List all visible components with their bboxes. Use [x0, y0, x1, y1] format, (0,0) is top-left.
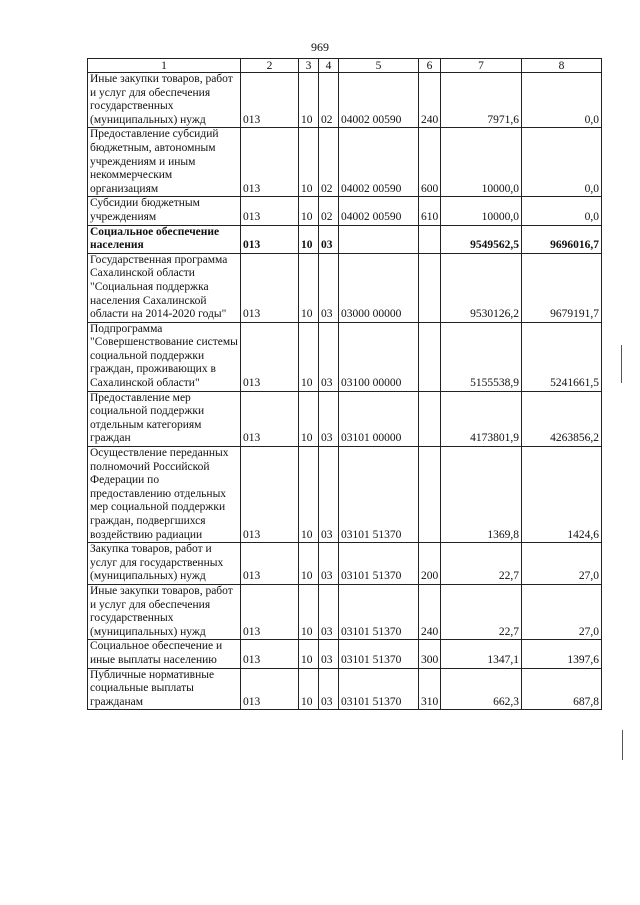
- cell-section: 10: [299, 128, 319, 197]
- cell-target: 03101 51370: [339, 543, 419, 585]
- cell-subsection: 02: [319, 73, 339, 128]
- cell-year1: 10000,0: [441, 197, 522, 225]
- cell-year1: 10000,0: [441, 128, 522, 197]
- cell-name: Субсидии бюджетным учреждениям: [88, 197, 241, 225]
- cell-name: Предоставление мер социальной поддержки отдельным категориям граждан: [88, 391, 241, 446]
- cell-subsection: 02: [319, 128, 339, 197]
- cell-year2: 1397,6: [522, 640, 602, 668]
- column-header: 5: [339, 59, 419, 73]
- cell-subsection: 03: [319, 543, 339, 585]
- cell-subsection: 03: [319, 668, 339, 710]
- cell-type: [419, 225, 441, 253]
- cell-year2: 5241661,5: [522, 322, 602, 391]
- table-row: [88, 668, 602, 710]
- column-header: 4: [319, 59, 339, 73]
- column-header-row: [88, 59, 602, 73]
- page-number: 969: [311, 40, 329, 54]
- cell-section: 10: [299, 640, 319, 668]
- cell-name: Осуществление переданных полномочий Российской Федерации по предоставлению отдельных мер социальной поддержки граждан, подвергшихся воздействию радиации: [88, 447, 241, 543]
- budget-table: [87, 58, 602, 710]
- cell-section: 10: [299, 253, 319, 322]
- column-header: 1: [88, 59, 241, 73]
- cell-target: 03100 00000: [339, 322, 419, 391]
- cell-name: Иные закупки товаров, работ и услуг для обеспечения государственных (муниципальных) нужд: [88, 73, 241, 128]
- cell-section: 10: [299, 73, 319, 128]
- cell-target: 03101 51370: [339, 447, 419, 543]
- cell-type: 240: [419, 584, 441, 639]
- table-row: [88, 128, 602, 197]
- cell-ministry: 013: [241, 322, 299, 391]
- cell-ministry: 013: [241, 391, 299, 446]
- cell-target: 04002 00590: [339, 128, 419, 197]
- cell-name: Публичные нормативные социальные выплаты гражданам: [88, 668, 241, 710]
- scan-mark: [621, 345, 622, 383]
- cell-type: 200: [419, 543, 441, 585]
- cell-year2: 27,0: [522, 543, 602, 585]
- cell-type: 240: [419, 73, 441, 128]
- cell-type: [419, 253, 441, 322]
- cell-type: [419, 447, 441, 543]
- cell-section: 10: [299, 391, 319, 446]
- cell-name: Предоставление субсидий бюджетным, автономным учреждениям и иным некоммерческим организациям: [88, 128, 241, 197]
- table-row: [88, 543, 602, 585]
- cell-name: Иные закупки товаров, работ и услуг для обеспечения государственных (муниципальных) нужд: [88, 584, 241, 639]
- cell-subsection: 03: [319, 225, 339, 253]
- column-header: 3: [299, 59, 319, 73]
- cell-ministry: 013: [241, 73, 299, 128]
- cell-target: 04002 00590: [339, 73, 419, 128]
- cell-ministry: 013: [241, 640, 299, 668]
- cell-subsection: 02: [319, 197, 339, 225]
- cell-year2: 4263856,2: [522, 391, 602, 446]
- cell-ministry: 013: [241, 197, 299, 225]
- table-row: [88, 253, 602, 322]
- cell-year1: 4173801,9: [441, 391, 522, 446]
- cell-section: 10: [299, 543, 319, 585]
- cell-year1: 1369,8: [441, 447, 522, 543]
- cell-section: 10: [299, 322, 319, 391]
- cell-section: 10: [299, 225, 319, 253]
- table-row: [88, 584, 602, 639]
- cell-subsection: 03: [319, 640, 339, 668]
- cell-target: 04002 00590: [339, 197, 419, 225]
- cell-ministry: 013: [241, 253, 299, 322]
- cell-target: 03101 51370: [339, 640, 419, 668]
- cell-year2: 9696016,7: [522, 225, 602, 253]
- cell-ministry: 013: [241, 668, 299, 710]
- scan-mark: [622, 730, 623, 760]
- cell-name: Государственная программа Сахалинской области "Социальная поддержка населения Сахалинской области на 2014-2020 годы": [88, 253, 241, 322]
- table-row: [88, 391, 602, 446]
- cell-name: Подпрограмма "Совершенствование системы социальной поддержки граждан, проживающих в Сахалинской области": [88, 322, 241, 391]
- cell-type: [419, 391, 441, 446]
- cell-year1: 5155538,9: [441, 322, 522, 391]
- cell-type: 600: [419, 128, 441, 197]
- cell-year2: 27,0: [522, 584, 602, 639]
- cell-year2: 0,0: [522, 197, 602, 225]
- cell-type: 610: [419, 197, 441, 225]
- column-header: 6: [419, 59, 441, 73]
- table-row: [88, 447, 602, 543]
- cell-year2: 687,8: [522, 668, 602, 710]
- cell-ministry: 013: [241, 447, 299, 543]
- cell-ministry: 013: [241, 543, 299, 585]
- cell-ministry: 013: [241, 128, 299, 197]
- cell-target: 03000 00000: [339, 253, 419, 322]
- table-row: [88, 73, 602, 128]
- cell-section: 10: [299, 584, 319, 639]
- cell-year1: 22,7: [441, 584, 522, 639]
- table-row: [88, 640, 602, 668]
- cell-subsection: 03: [319, 447, 339, 543]
- cell-target: 03101 51370: [339, 584, 419, 639]
- table-row: [88, 225, 602, 253]
- cell-ministry: 013: [241, 584, 299, 639]
- cell-type: 310: [419, 668, 441, 710]
- table-row: [88, 322, 602, 391]
- column-header: 2: [241, 59, 299, 73]
- cell-year1: 22,7: [441, 543, 522, 585]
- cell-year2: 0,0: [522, 128, 602, 197]
- cell-year2: 1424,6: [522, 447, 602, 543]
- cell-target: [339, 225, 419, 253]
- cell-ministry: 013: [241, 225, 299, 253]
- cell-subsection: 03: [319, 253, 339, 322]
- cell-year1: 9530126,2: [441, 253, 522, 322]
- cell-name: Социальное обеспечение и иные выплаты населению: [88, 640, 241, 668]
- cell-name: Социальное обеспечение населения: [88, 225, 241, 253]
- cell-year1: 9549562,5: [441, 225, 522, 253]
- column-header: 8: [522, 59, 602, 73]
- cell-year2: 0,0: [522, 73, 602, 128]
- cell-year1: 662,3: [441, 668, 522, 710]
- table-row: [88, 197, 602, 225]
- cell-year2: 9679191,7: [522, 253, 602, 322]
- column-header: 7: [441, 59, 522, 73]
- cell-section: 10: [299, 197, 319, 225]
- cell-section: 10: [299, 447, 319, 543]
- cell-target: 03101 00000: [339, 391, 419, 446]
- cell-name: Закупка товаров, работ и услуг для государственных (муниципальных) нужд: [88, 543, 241, 585]
- cell-year1: 7971,6: [441, 73, 522, 128]
- cell-subsection: 03: [319, 391, 339, 446]
- cell-type: [419, 322, 441, 391]
- cell-subsection: 03: [319, 322, 339, 391]
- cell-type: 300: [419, 640, 441, 668]
- cell-subsection: 03: [319, 584, 339, 639]
- cell-year1: 1347,1: [441, 640, 522, 668]
- cell-target: 03101 51370: [339, 668, 419, 710]
- cell-section: 10: [299, 668, 319, 710]
